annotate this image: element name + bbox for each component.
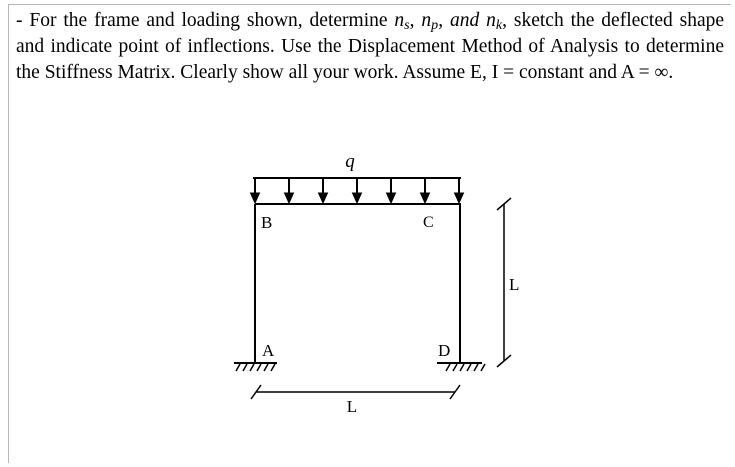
load-arrows xyxy=(251,178,464,203)
separator-2: , xyxy=(438,10,450,31)
node-c-label: C xyxy=(423,214,434,231)
node-a-label: A xyxy=(262,341,275,360)
load-arrow-head xyxy=(387,193,396,203)
ns-variable: n xyxy=(394,10,405,31)
np-variable: n xyxy=(421,10,432,31)
load-label: q xyxy=(345,151,355,172)
height-label: L xyxy=(509,275,520,294)
nk-subscript: k xyxy=(495,16,503,33)
hatch xyxy=(264,364,268,371)
node-d-label: D xyxy=(438,341,451,360)
hatch xyxy=(460,364,464,371)
problem-rest: , sketch the deflected shape and indicate point of inflections. Use the Displacement Method of Analysis to determine the Stiffness Matrix. Clearly show all your work. Assume E, I = constant and A = ∞. xyxy=(16,10,725,83)
separator-1: , xyxy=(409,10,422,31)
load-arrow-head xyxy=(285,193,294,203)
node-b-label: B xyxy=(261,213,273,232)
hatch xyxy=(243,364,247,371)
span-label: L xyxy=(346,397,358,416)
hatch xyxy=(236,364,240,371)
problem-prefix: - For the frame and loading shown, determine xyxy=(16,10,395,31)
hatch xyxy=(467,364,471,371)
fixed-support-a xyxy=(234,363,277,371)
load-arrow-head xyxy=(421,193,430,203)
hatch xyxy=(257,364,261,371)
load-arrow-head xyxy=(251,193,260,203)
load-arrow-head xyxy=(353,193,362,203)
distributed-load xyxy=(251,178,464,203)
hatch xyxy=(250,364,254,371)
nk-variable: n xyxy=(486,10,496,31)
hatch xyxy=(481,364,485,371)
hatch xyxy=(446,364,450,371)
and-text: and xyxy=(449,10,487,31)
hatch xyxy=(474,364,478,371)
hatch xyxy=(271,364,275,371)
load-arrow-head xyxy=(455,193,464,203)
load-arrow-head xyxy=(319,193,328,203)
ns-subscript: s xyxy=(404,16,410,33)
fixed-support-d xyxy=(437,363,485,371)
np-subscript: p xyxy=(431,16,439,33)
hatch xyxy=(453,364,457,371)
